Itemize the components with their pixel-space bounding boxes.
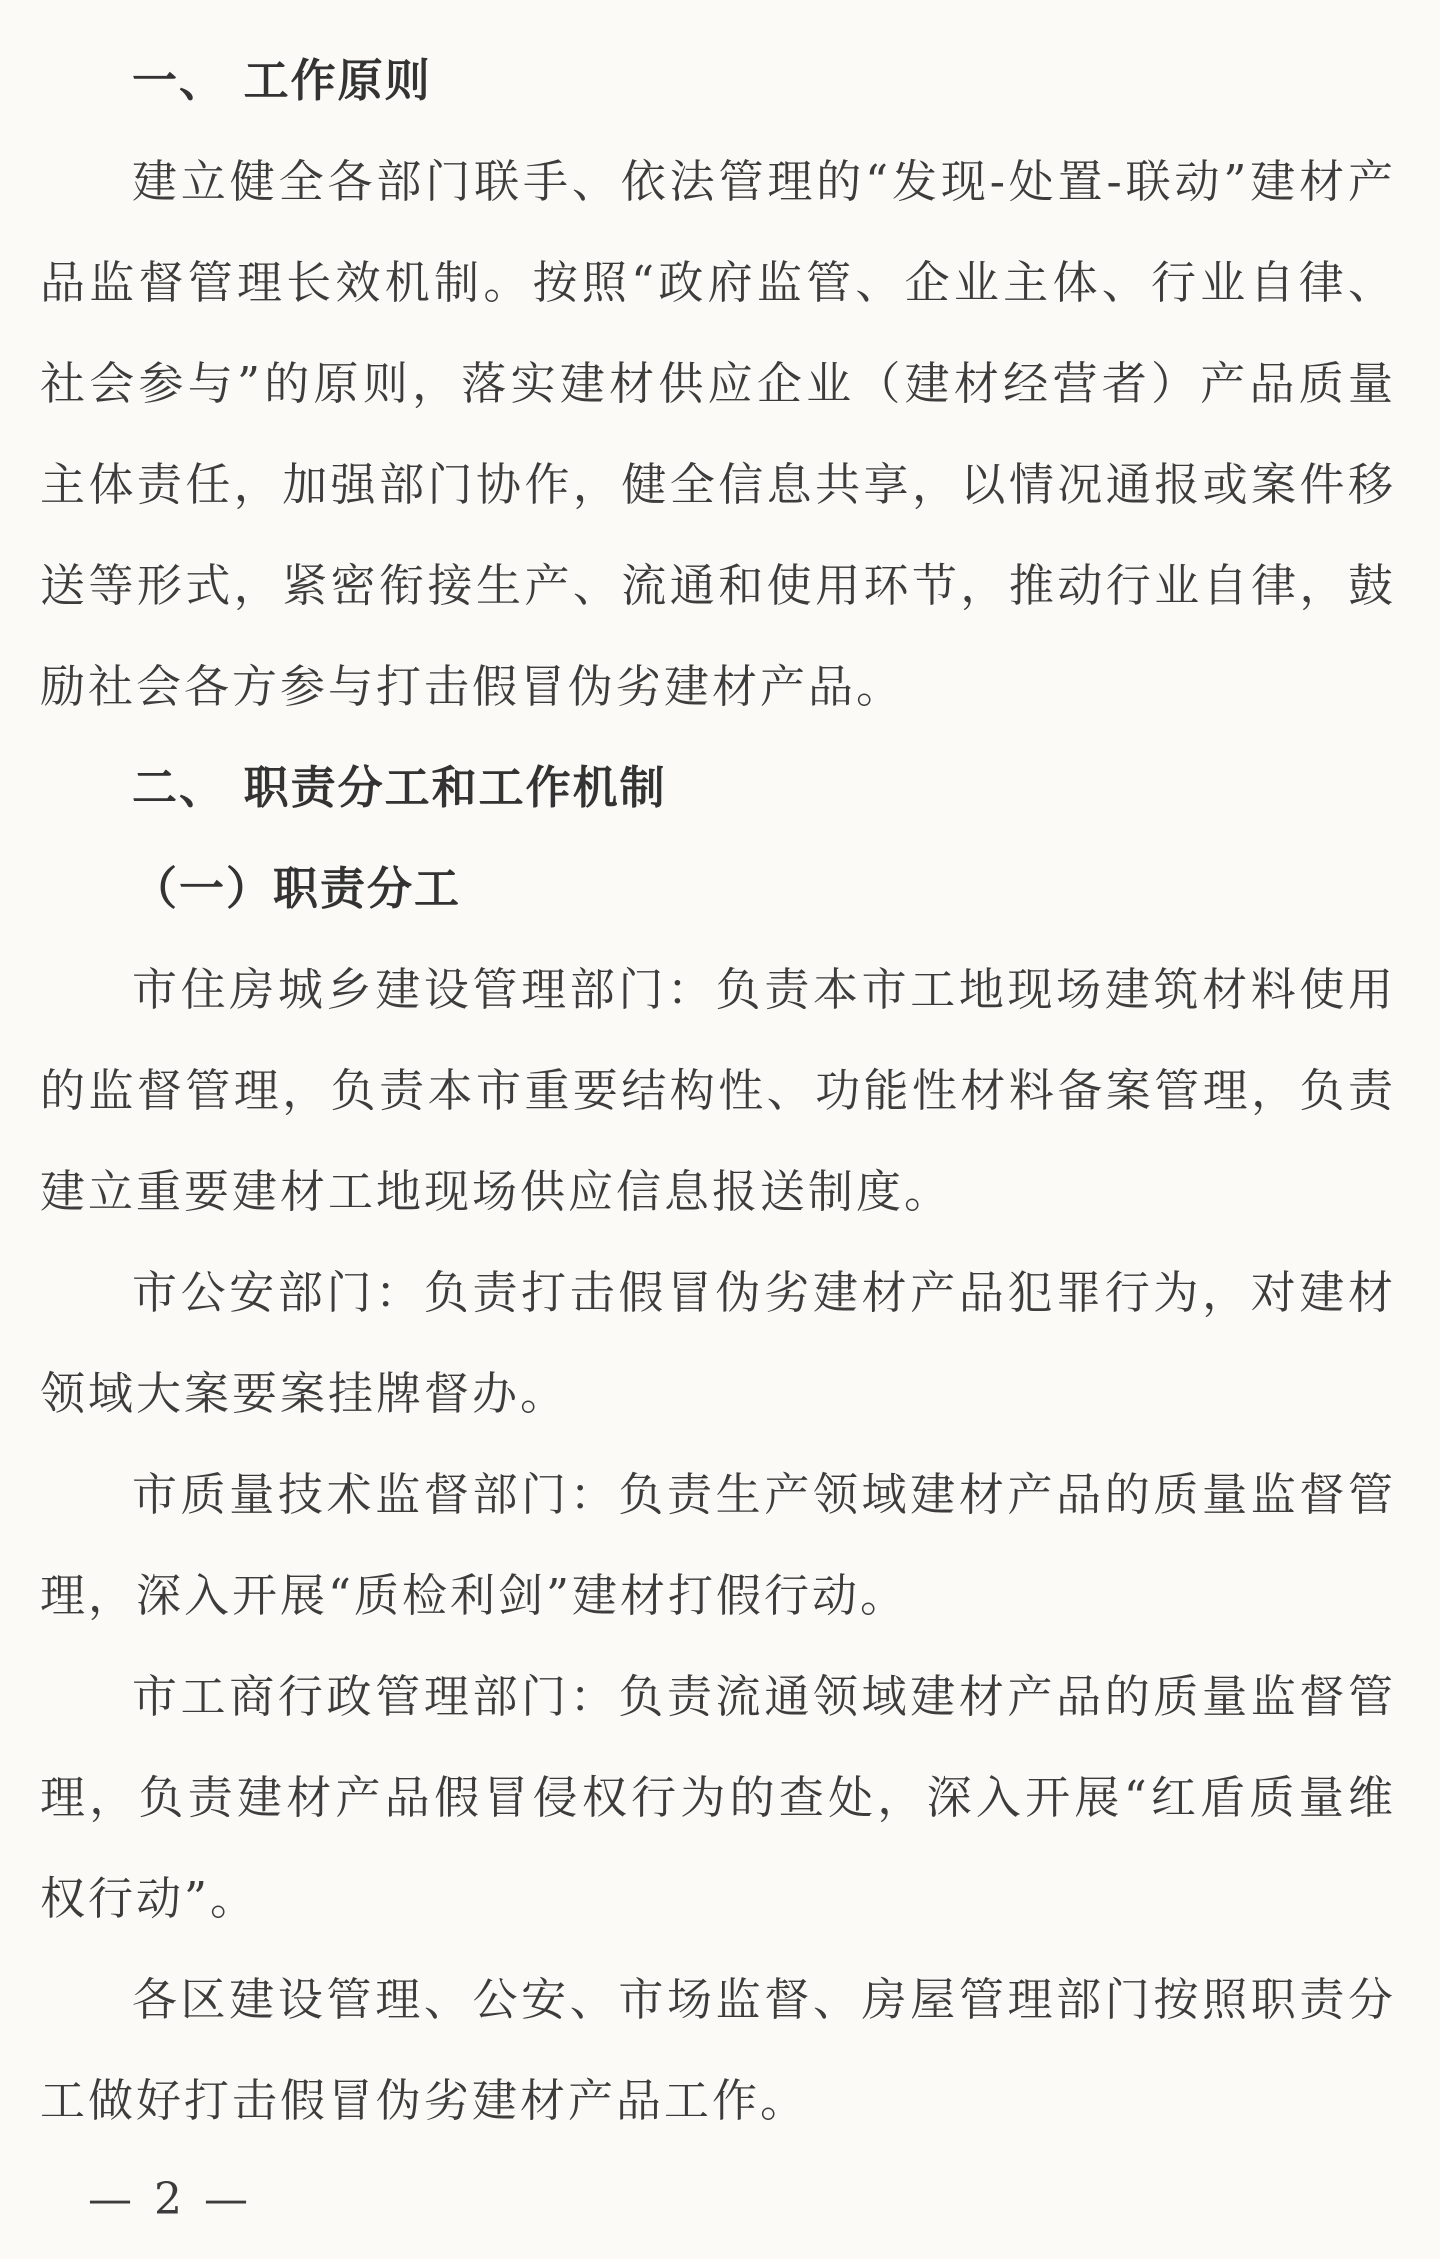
section-heading-work-principles: 一、 工作原则	[132, 54, 432, 107]
paragraph-housing-dept: 市住房城乡建设管理部门：负责本市工地现场建筑材料使用的监督管理，负责本市重要结构性、功能性材料备案管理，负责建立重要建材工地现场供应信息报送制度。	[40, 963, 1396, 1218]
paragraph-quality-dept: 市质量技术监督部门：负责生产领域建材产品的质量监督管理，深入开展“质检利剑”建材打假行动。	[40, 1468, 1396, 1622]
paragraph-police-dept: 市公安部门：负责打击假冒伪劣建材产品犯罪行为，对建材领域大案要案挂牌督办。	[40, 1266, 1396, 1420]
page-number: — 2 —	[88, 2174, 252, 2225]
section-heading-duties: 二、 职责分工和工作机制	[132, 761, 667, 814]
subsection-heading-division: （一）职责分工	[132, 862, 462, 915]
paragraph-work-principles: 建立健全各部门联手、依法管理的“发现-处置-联动”建材产品监督管理长效机制。按照“政府监管、企业主体、行业自律、社会参与”的原则，落实建材供应企业（建材经营者）产品质量主体责任，加强部门协作，健全信息共享，以情况通报或案件移送等形式，紧密衔接生产、流通和使用环节，推动行业自律，鼓励社会各方参与打击假冒伪劣建材产品。	[40, 155, 1396, 713]
paragraph-commerce-dept: 市工商行政管理部门：负责流通领域建材产品的质量监督管理，负责建材产品假冒侵权行为的查处，深入开展“红盾质量维权行动”。	[40, 1670, 1396, 1925]
paragraph-district-depts: 各区建设管理、公安、市场监督、房屋管理部门按照职责分工做好打击假冒伪劣建材产品工作。	[40, 1973, 1396, 2127]
